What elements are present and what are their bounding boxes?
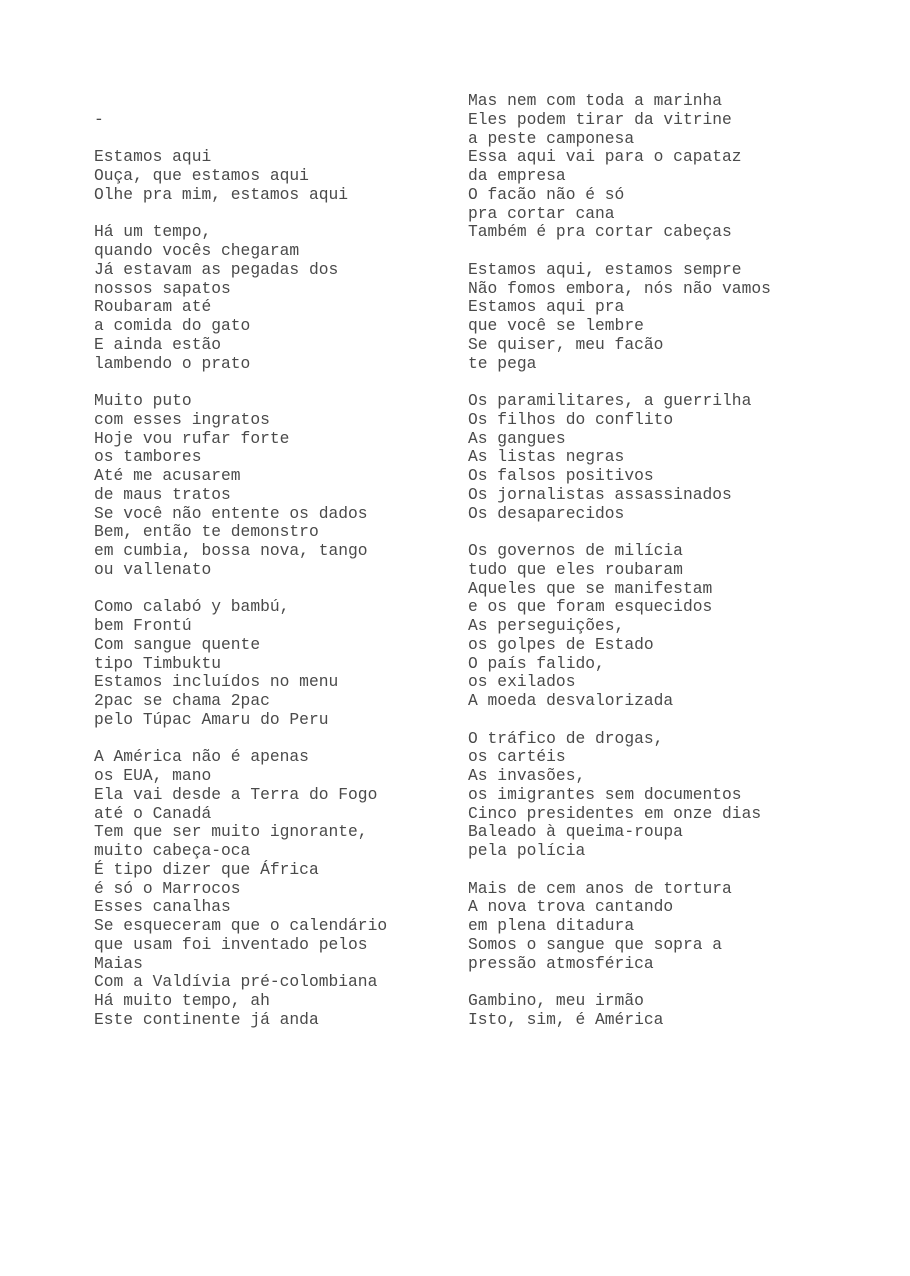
lyric-line: A moeda desvalorizada — [468, 691, 674, 710]
lyric-line: A América não é apenas — [94, 747, 309, 767]
lyric-line: Os falsos positivos — [468, 466, 654, 485]
lyric-line: Olhe pra mim, estamos aqui — [94, 184, 349, 204]
lyric-line: Esses canalhas — [94, 897, 231, 917]
lyric-line: Hoje vou rufar forte — [94, 428, 290, 448]
lyric-line: É tipo dizer que África — [94, 859, 319, 879]
lyric-line: os imigrantes sem documentos — [468, 784, 742, 804]
lyric-line: quando vocês chegaram — [94, 241, 300, 260]
lyric-line: Estamos incluídos no menu — [94, 672, 339, 692]
lyric-line: Se esqueceram que o calendário — [94, 916, 388, 935]
lyric-line: Somos o sangue que sopra a — [468, 934, 723, 954]
lyric-line: a peste camponesa — [468, 128, 635, 148]
lyric-line: e os que foram esquecidos — [468, 597, 713, 617]
lyric-line: Estamos aqui pra — [468, 297, 625, 317]
stanza — [94, 598, 454, 729]
lyric-line: Com sangue quente — [94, 634, 261, 654]
stanza — [468, 880, 888, 974]
lyric-line: O tráfico de drogas, — [468, 728, 664, 748]
lyric-line: muito cabeça-oca — [94, 841, 251, 860]
lyric-line: - — [94, 109, 104, 129]
lyric-line: As invasões, — [468, 766, 586, 785]
lyric-line: Com a Valdívia pré-colombiana — [94, 972, 378, 992]
lyric-line — [94, 92, 454, 111]
lyric-line: nossos sapatos — [94, 278, 231, 298]
lyric-line: Baleado à queima-roupa — [468, 822, 683, 842]
lyric-line: de maus tratos — [94, 484, 231, 504]
lyric-line: Bem, então te demonstro — [94, 522, 319, 542]
lyric-line: Há um tempo, — [94, 222, 212, 242]
lyric-line: Como calabó y bambú, — [94, 597, 290, 617]
lyric-line: Essa aqui vai para o capataz — [468, 147, 742, 167]
lyric-line: ou vallenato — [94, 559, 212, 579]
stanza — [468, 92, 888, 242]
lyric-line: E ainda estão — [94, 334, 222, 354]
lyric-line: pressão atmosférica — [468, 953, 654, 973]
lyric-line: tudo que eles roubaram — [468, 559, 683, 579]
lyric-line: As gangues — [468, 428, 566, 448]
stanza — [94, 92, 454, 130]
lyric-line: 2pac se chama 2pac — [94, 691, 270, 710]
stanza — [468, 992, 888, 1030]
lyric-line: Já estavam as pegadas dos — [94, 259, 339, 279]
stanza — [94, 223, 454, 373]
lyric-line: os EUA, mano — [94, 766, 212, 785]
lyric-line: em cumbia, bossa nova, tango — [94, 541, 368, 560]
lyric-line: Estamos aqui, estamos sempre — [468, 259, 742, 279]
lyric-line: pra cortar cana — [468, 203, 615, 223]
lyric-line: Roubaram até — [94, 297, 212, 317]
lyric-line: Tem que ser muito ignorante, — [94, 822, 368, 842]
lyric-line: lambendo o prato — [94, 353, 251, 373]
lyric-line: Se você não entente os dados — [94, 503, 368, 523]
lyric-line: a comida do gato — [94, 316, 251, 335]
lyric-line: que você se lembre — [468, 316, 644, 335]
lyric-line: Há muito tempo, ah — [94, 991, 270, 1010]
lyric-line: O país falido, — [468, 653, 605, 673]
lyric-line: com esses ingratos — [94, 409, 270, 429]
stanza — [468, 261, 888, 374]
lyric-line: Isto, sim, é América — [468, 1009, 664, 1029]
lyric-line: Estamos aqui — [94, 147, 212, 167]
lyric-line: Os filhos do conflito — [468, 409, 674, 429]
stanza — [94, 748, 454, 1029]
lyrics-right-column — [468, 92, 888, 1048]
lyric-line: até o Canadá — [94, 803, 212, 823]
lyric-line: O facão não é só — [468, 184, 625, 204]
stanza — [468, 542, 888, 711]
lyric-line: Não fomos embora, nós não vamos — [468, 278, 771, 298]
lyric-line: Gambino, meu irmão — [468, 991, 644, 1010]
lyric-line: que usam foi inventado pelos — [94, 934, 368, 954]
lyric-line: Cinco presidentes em onze dias — [468, 803, 762, 823]
lyric-line: bem Frontú — [94, 616, 192, 635]
lyric-line: Mais de cem anos de tortura — [468, 878, 732, 898]
stanza — [468, 730, 888, 861]
lyric-line: Maias — [94, 953, 143, 973]
lyric-line: os golpes de Estado — [468, 634, 654, 654]
lyric-line: Se quiser, meu facão — [468, 334, 664, 354]
stanza — [468, 392, 888, 523]
lyric-line: os exilados — [468, 672, 576, 692]
lyric-line: Aqueles que se manifestam — [468, 578, 713, 598]
lyric-line: em plena ditadura — [468, 916, 635, 935]
lyric-line: Este continente já anda — [94, 1009, 319, 1029]
lyric-line: Mas nem com toda a marinha — [468, 91, 723, 110]
lyrics-left-column — [94, 92, 454, 1048]
lyric-line: tipo Timbuktu — [94, 653, 222, 673]
lyric-line: As perseguições, — [468, 616, 625, 635]
lyric-line: os tambores — [94, 447, 202, 467]
lyric-line: Eles podem tirar da vitrine — [468, 109, 732, 129]
lyric-line: Ela vai desde a Terra do Fogo — [94, 784, 378, 804]
lyric-line: pelo Túpac Amaru do Peru — [94, 709, 329, 729]
lyric-line: A nova trova cantando — [468, 897, 674, 917]
lyric-line: As listas negras — [468, 447, 625, 467]
lyric-line: os cartéis — [468, 747, 566, 767]
stanza — [94, 392, 454, 580]
lyric-line: Muito puto — [94, 391, 192, 410]
lyric-line: Também é pra cortar cabeças — [468, 222, 732, 242]
lyric-line: Os governos de milícia — [468, 541, 683, 560]
lyric-line: da empresa — [468, 166, 566, 185]
lyric-line: é só o Marrocos — [94, 878, 241, 898]
lyric-line: pela polícia — [468, 841, 586, 860]
lyric-line: te pega — [468, 353, 537, 373]
lyric-line: Os desaparecidos — [468, 503, 625, 523]
lyric-line: Os paramilitares, a guerrilha — [468, 391, 752, 410]
lyric-line: Ouça, que estamos aqui — [94, 166, 309, 185]
lyric-line: Os jornalistas assassinados — [468, 484, 732, 504]
stanza — [94, 148, 454, 204]
lyric-line: Até me acusarem — [94, 466, 241, 485]
